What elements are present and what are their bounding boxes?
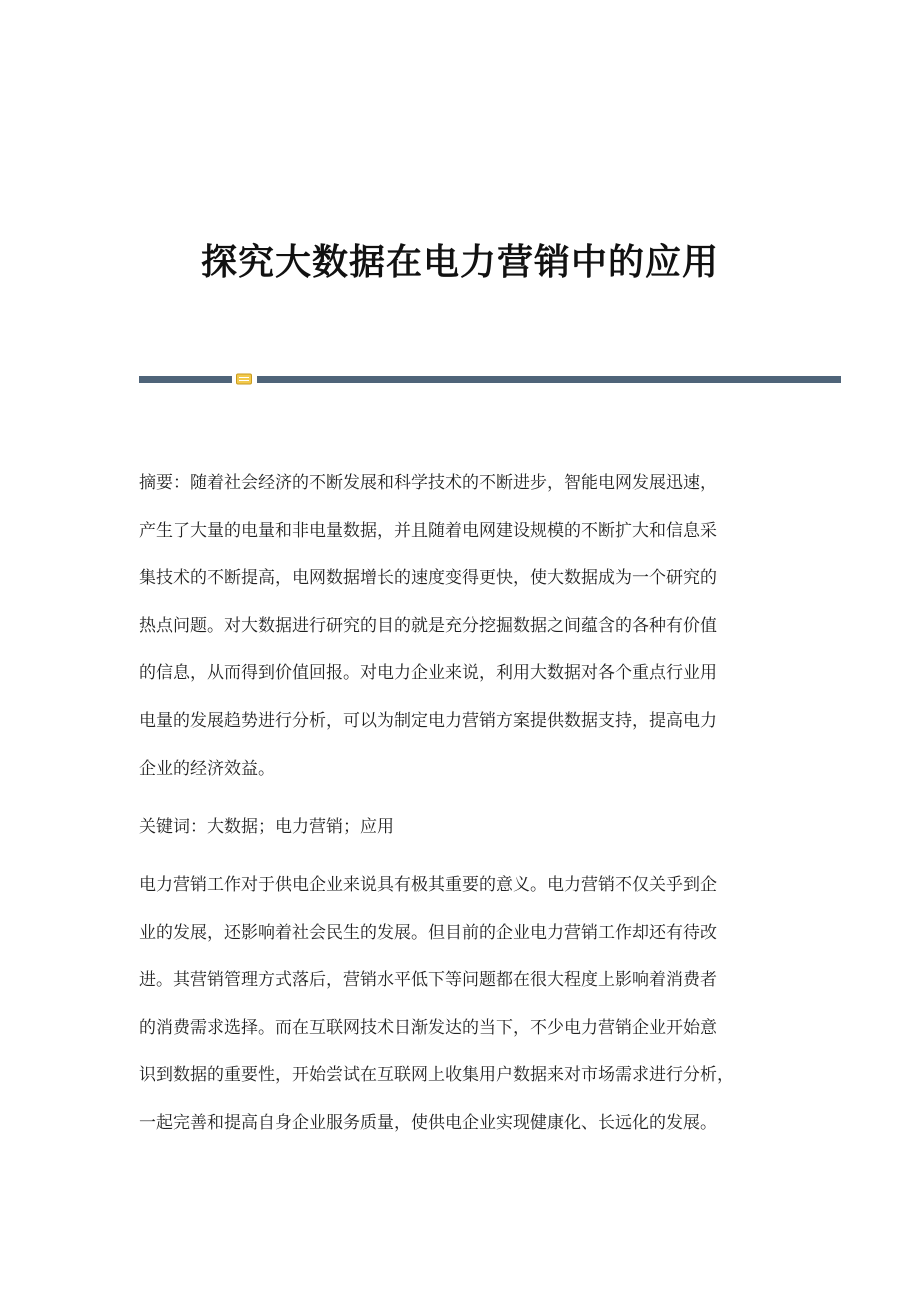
body-line: 电力营销工作对于供电企业来说具有极其重要的意义。电力营销不仅关乎到企 (139, 875, 717, 895)
book-icon (236, 373, 252, 385)
title-divider (139, 373, 841, 385)
body-line: 一起完善和提高自身企业服务质量，使供电企业实现健康化、长远化的发展。 (139, 1112, 717, 1133)
abstract-line: 集技术的不断提高，电网数据增长的速度变得更快，使大数据成为一个研究的 (139, 568, 717, 589)
body-line: 业的发展，还影响着社会民生的发展。但目前的企业电力营销工作却还有待改 (139, 922, 717, 943)
abstract-line: 电量的发展趋势进行分析，可以为制定电力营销方案提供数据支持，提高电力 (139, 710, 717, 731)
keywords-line: 关键词：大数据；电力营销；应用 (139, 817, 394, 837)
abstract-line: 企业的经济效益。 (139, 758, 275, 779)
document-title: 探究大数据在电力营销中的应用 (200, 241, 719, 284)
body-line: 识到数据的重要性，开始尝试在互联网上收集用户数据来对市场需求进行分析， (139, 1065, 734, 1086)
body-paragraph (139, 862, 799, 1148)
divider-bar-left (139, 376, 232, 383)
body-line: 进。其营销管理方式落后，营销水平低下等问题都在很大程度上影响着消费者 (139, 970, 717, 991)
abstract-line: 摘要：随着社会经济的不断发展和科学技术的不断进步，智能电网发展迅速， (139, 473, 717, 493)
abstract-line: 产生了大量的电量和非电量数据，并且随着电网建设规模的不断扩大和信息采 (139, 520, 717, 541)
abstract-line: 热点问题。对大数据进行研究的目的就是充分挖掘数据之间蕴含的各种有价值 (139, 615, 717, 636)
keywords-paragraph (139, 804, 799, 852)
abstract-paragraph (139, 460, 799, 793)
divider-bar-right (257, 376, 841, 383)
body-line: 的消费需求选择。而在互联网技术日渐发达的当下，不少电力营销企业开始意 (139, 1017, 717, 1038)
abstract-line: 的信息，从而得到价值回报。对电力企业来说，利用大数据对各个重点行业用 (139, 663, 717, 684)
